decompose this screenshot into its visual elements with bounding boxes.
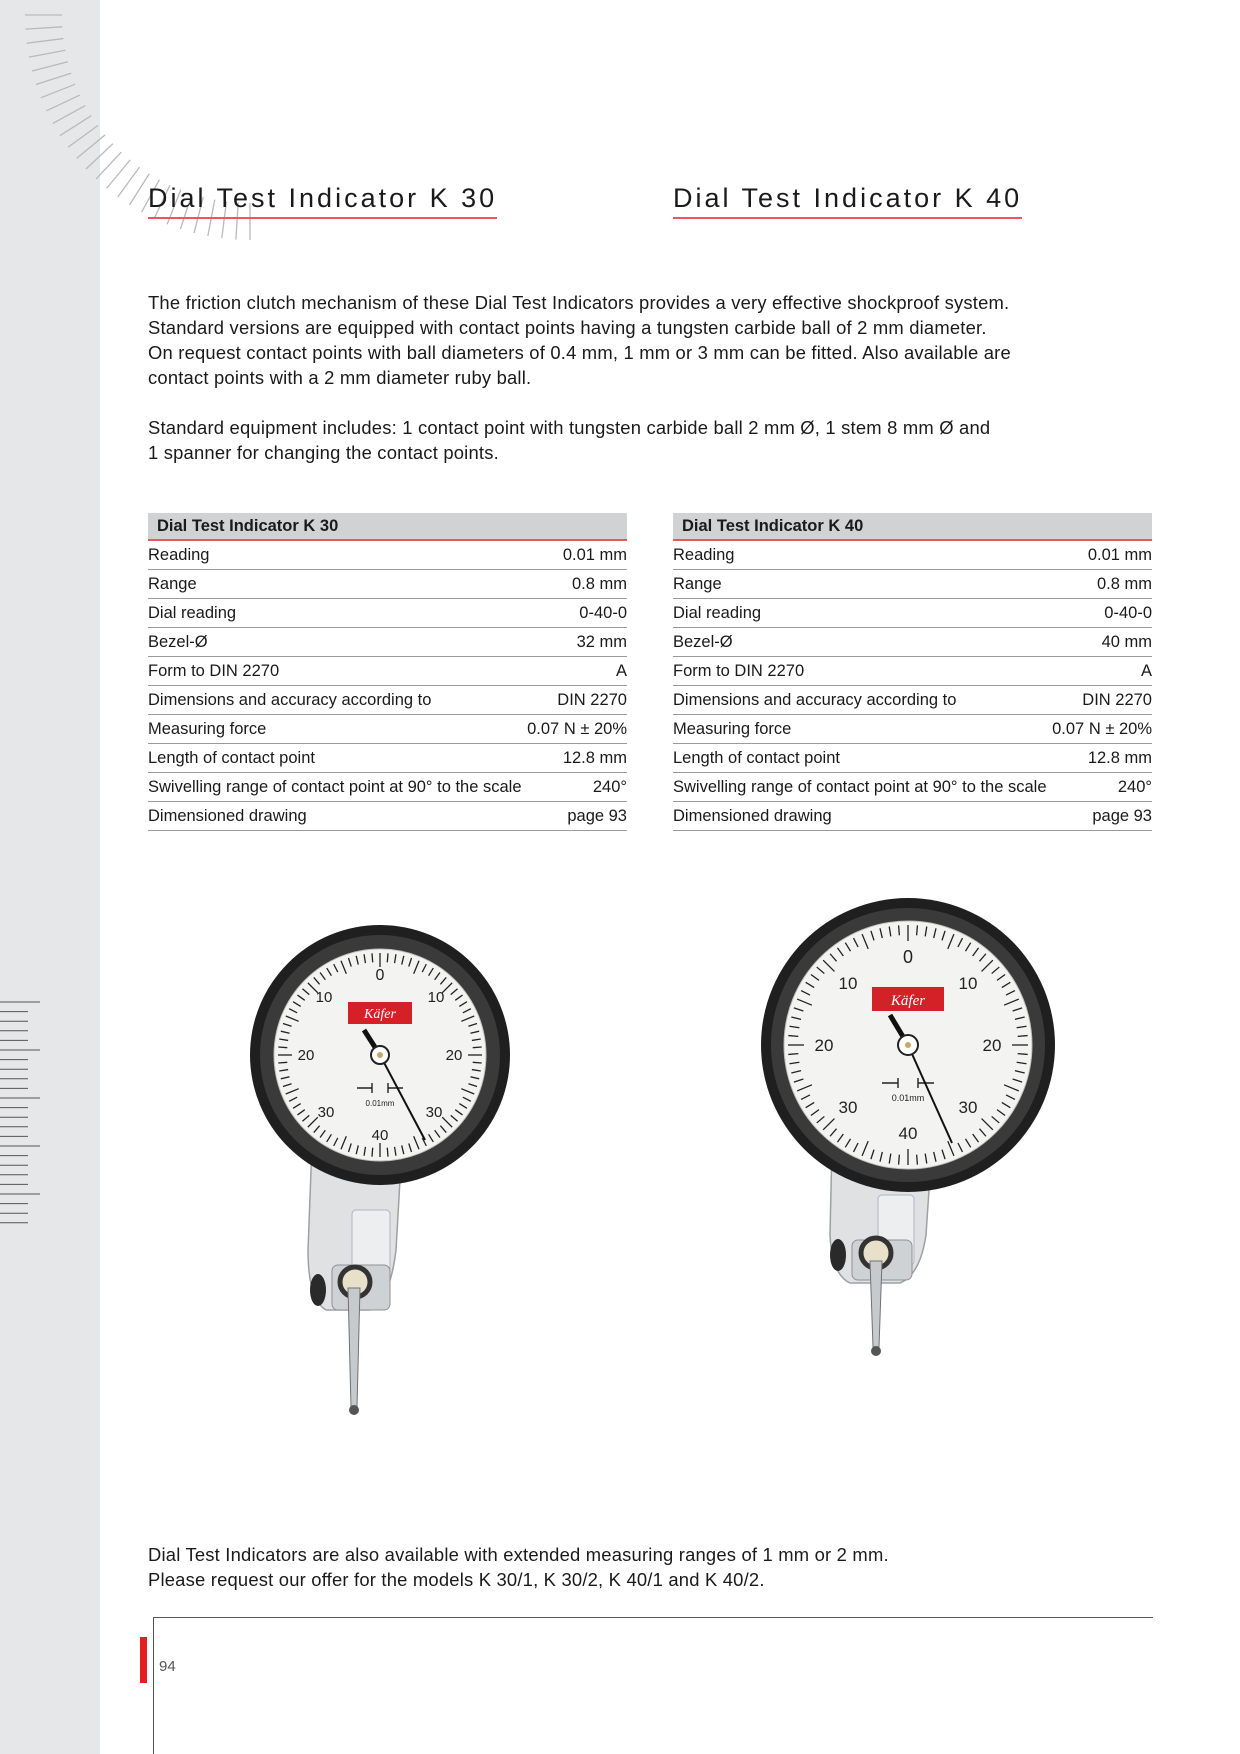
decorative-tick [129, 174, 149, 205]
table-row [673, 715, 1152, 744]
table-row [148, 628, 627, 657]
intro-line: On request contact points with ball diameters of 0.4 mm, 1 mm or 3 mm can be fitted. Also available are [148, 342, 1011, 363]
dial-label-thirty-left: 30 [838, 1098, 858, 1117]
table-row [673, 773, 1152, 802]
spec-label: Length of contact point [673, 744, 1051, 773]
decorative-tick [60, 116, 91, 136]
spec-label: Dimensioned drawing [673, 802, 1051, 831]
spec-label: Form to DIN 2270 [148, 657, 526, 686]
dial-tick [1018, 1036, 1028, 1037]
intro-line: The friction clutch mechanism of these Dial Test Indicators provides a very effective shockproof system. [148, 292, 1010, 313]
spec-label: Length of contact point [148, 744, 526, 773]
spec-label: Dimensions and accuracy according to [673, 686, 1051, 715]
table-row [673, 802, 1152, 831]
dial-label-ten-left: 10 [315, 989, 333, 1006]
spec-table-k30 [148, 513, 627, 831]
spec-value: 0.07 N ± 20% [1051, 715, 1152, 744]
dial-tick [473, 1047, 482, 1048]
table-row [148, 802, 627, 831]
heading-k40: Dial Test Indicator K 40 [673, 183, 1022, 219]
table-row [673, 540, 1152, 570]
spec-value: page 93 [526, 802, 627, 831]
spec-table-header: Dial Test Indicator K 30 [148, 513, 627, 540]
decorative-tick [27, 39, 64, 44]
dial-tick [372, 1148, 373, 1157]
equipment-paragraph [148, 415, 1108, 465]
spec-label: Swivelling range of contact point at 90° to the scale [148, 773, 526, 802]
spec-value: A [526, 657, 627, 686]
table-row [148, 715, 627, 744]
dial-label-twenty-left: 20 [814, 1036, 834, 1055]
dial-tick [278, 1062, 287, 1063]
brand-logo: Käfer [364, 1007, 396, 1022]
spec-value: 32 mm [526, 628, 627, 657]
dial-tick [473, 1062, 482, 1063]
dial-label-ten-right: 10 [958, 974, 978, 993]
spec-label: Bezel-Ø [673, 628, 1051, 657]
spec-label: Range [148, 570, 526, 599]
spec-label: Dial reading [673, 599, 1051, 628]
radial-ticks-decoration [0, 0, 260, 260]
dial-indicator-k30-photo [240, 920, 520, 1495]
dial-indicator-k40-photo [740, 895, 1060, 1455]
dial-label-twenty-right: 20 [445, 1047, 463, 1064]
table-row [148, 599, 627, 628]
spec-label: Bezel-Ø [148, 628, 526, 657]
decorative-tick [53, 106, 85, 124]
closing-paragraph [148, 1542, 1108, 1592]
footer-rule [153, 1617, 1153, 1618]
spec-value: 0.8 mm [526, 570, 627, 599]
spec-table-header: Dial Test Indicator K 40 [673, 513, 1152, 540]
equipment-line: Standard equipment includes: 1 contact point with tungsten carbide ball 2 mm Ø, 1 stem 8 mm Ø and [148, 417, 991, 438]
dial-tick [372, 953, 373, 962]
dial-label-thirty-right: 30 [425, 1104, 443, 1121]
intro-line: Standard versions are equipped with contact points having a tungsten carbide ball of 2 mm diameter. [148, 317, 987, 338]
spec-label: Measuring force [673, 715, 1051, 744]
dial-label-forty: 40 [371, 1127, 389, 1144]
equipment-line: 1 spanner for changing the contact points. [148, 442, 499, 463]
spec-value: A [1051, 657, 1152, 686]
spec-label: Reading [148, 540, 526, 570]
spec-value: 240° [526, 773, 627, 802]
spec-value: 0-40-0 [1051, 599, 1152, 628]
table-row [148, 540, 627, 570]
page-sidebar [0, 0, 100, 1754]
table-row [673, 599, 1152, 628]
dial-label-forty: 40 [898, 1124, 918, 1143]
table-row [148, 657, 627, 686]
table-row [673, 628, 1152, 657]
table-row [673, 686, 1152, 715]
spec-label: Reading [673, 540, 1051, 570]
spec-label: Dimensions and accuracy according to [148, 686, 526, 715]
decorative-tick [29, 50, 65, 57]
dial-label-ten-left: 10 [838, 974, 858, 993]
spec-value: 12.8 mm [1051, 744, 1152, 773]
spec-label: Swivelling range of contact point at 90° to the scale [673, 773, 1051, 802]
spec-label: Measuring force [148, 715, 526, 744]
table-row [148, 773, 627, 802]
spec-table-k40 [673, 513, 1152, 831]
dial-tick [788, 1054, 798, 1055]
table-row [148, 686, 627, 715]
dial-tick [917, 1155, 918, 1165]
spec-value: page 93 [1051, 802, 1152, 831]
closing-line: Dial Test Indicators are also available with extended measuring ranges of 1 mm or 2 mm. [148, 1544, 889, 1565]
ruler-ticks-decoration [0, 998, 42, 1230]
table-row [148, 570, 627, 599]
spec-value: 0-40-0 [526, 599, 627, 628]
spec-value: 0.07 N ± 20% [526, 715, 627, 744]
spec-label: Dial reading [148, 599, 526, 628]
decorative-tick [46, 95, 79, 111]
table-row [673, 744, 1152, 773]
table-row [673, 570, 1152, 599]
spec-value: 0.8 mm [1051, 570, 1152, 599]
spec-label: Range [673, 570, 1051, 599]
dial-tick [788, 1036, 798, 1037]
spec-value: 40 mm [1051, 628, 1152, 657]
dial-label-thirty-right: 30 [958, 1098, 978, 1117]
spec-value: DIN 2270 [1051, 686, 1152, 715]
spec-value: 0.01 mm [1051, 540, 1152, 570]
dial-label-thirty-left: 30 [317, 1104, 335, 1121]
footer-rule-vertical [153, 1617, 154, 1754]
dial-label-twenty-left: 20 [297, 1047, 315, 1064]
spec-value: 240° [1051, 773, 1152, 802]
spec-value: 0.01 mm [526, 540, 627, 570]
dial-tick [387, 1148, 388, 1157]
dial-unit-label: 0.01mm [365, 1099, 395, 1108]
table-row [148, 744, 627, 773]
dial-unit-label: 0.01mm [891, 1093, 925, 1103]
decorative-tick [25, 27, 62, 29]
dial-label-zero: 0 [375, 967, 385, 984]
spec-label: Form to DIN 2270 [673, 657, 1051, 686]
dial-tick [899, 925, 900, 935]
dial-label-zero: 0 [902, 947, 914, 967]
spec-label: Dimensioned drawing [148, 802, 526, 831]
dial-label-ten-right: 10 [427, 989, 445, 1006]
dial-tick [899, 1155, 900, 1165]
page-marker [140, 1637, 147, 1683]
dial-tick [387, 953, 388, 962]
page-number: 94 [159, 1658, 176, 1675]
decorative-tick [32, 62, 68, 71]
decorative-tick [41, 84, 75, 98]
brand-logo: Käfer [890, 993, 926, 1009]
dial-tick [278, 1047, 287, 1048]
dial-label-twenty-right: 20 [982, 1036, 1002, 1055]
intro-line: contact points with a 2 mm diameter ruby ball. [148, 367, 532, 388]
heading-k30: Dial Test Indicator K 30 [148, 183, 497, 219]
decorative-tick [36, 73, 71, 84]
intro-paragraph [148, 290, 1108, 390]
dial-tick [917, 925, 918, 935]
spec-value: DIN 2270 [526, 686, 627, 715]
spec-value: 12.8 mm [526, 744, 627, 773]
dial-tick [1018, 1054, 1028, 1055]
table-row [673, 657, 1152, 686]
closing-line: Please request our offer for the models K 30/1, K 30/2, K 40/1 and K 40/2. [148, 1569, 765, 1590]
